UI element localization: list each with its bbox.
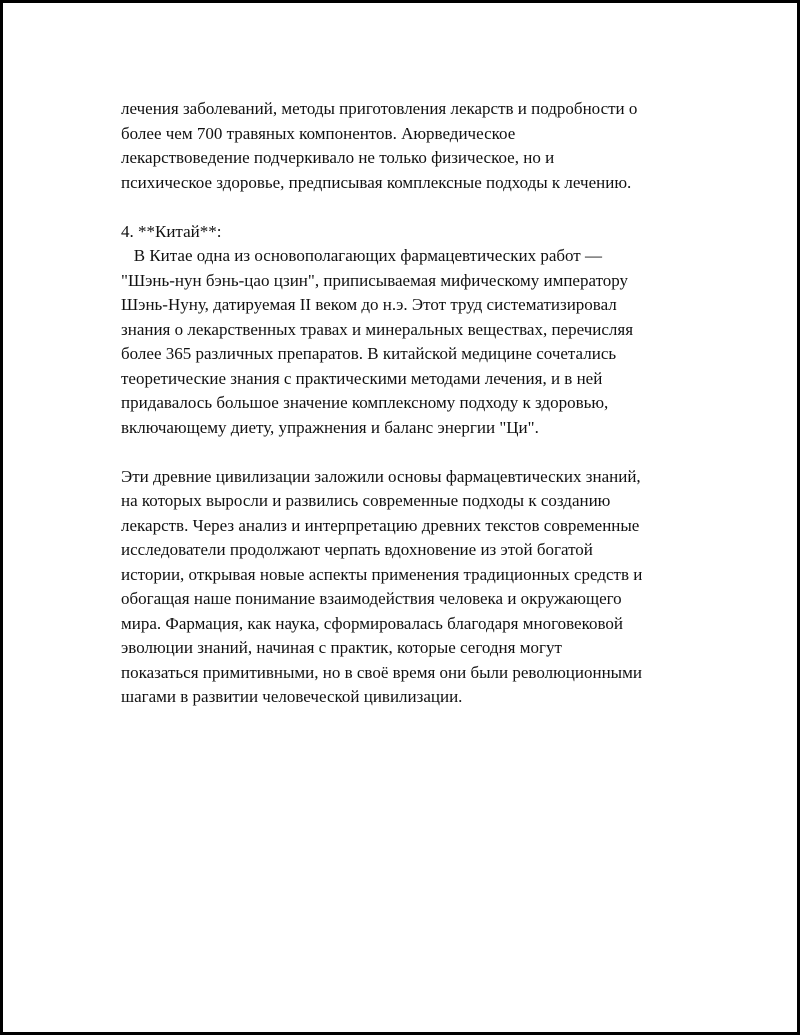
text-line: обогащая наше понимание взаимодействия человека и окружающего (121, 589, 622, 608)
text-line: показаться примитивными, но в своё время они были революционными (121, 662, 642, 682)
text-line: эволюции знаний, начиная с практик, которые сегодня могут (121, 638, 562, 657)
text-line: исследователи продолжают черпать вдохновение из этой богатой (121, 540, 593, 559)
text-line: теоретические знания с практическими методами лечения, и в ней (121, 368, 603, 388)
text-line: лечения заболеваний, методы приготовления лекарств и подробности о (121, 99, 638, 118)
text-line: придавалось большое значение комплексному подходу к здоровью, (121, 393, 609, 412)
text-line: лекарств. Через анализ и интерпретацию древних текстов современные (121, 515, 640, 535)
text-line: "Шэнь-нун бэнь-цао цзин", приписываемая мифическому императору (121, 270, 629, 290)
text-line: психическое здоровье, предписывая комплексные подходы к лечению. (121, 172, 632, 192)
conclusion-paragraph (121, 465, 701, 710)
paragraph-gap (121, 195, 701, 220)
text-line: на которых выросли и развились современные подходы к созданию (121, 491, 611, 510)
text-line: истории, открывая новые аспекты применения традиционных средств и (121, 564, 643, 584)
section-heading-china: 4. **Китай**: (121, 221, 222, 241)
intro-paragraph (121, 97, 701, 195)
text-line: Эти древние цивилизации заложили основы фармацевтических знаний, (121, 466, 641, 486)
text-line: лекарствоведение подчеркивало не только физическое, но и (121, 148, 555, 167)
text-line: более чем 700 травяных компонентов. Аюрведическое (121, 123, 516, 143)
text-line: включающему диету, упражнения и баланс энергии "Ци". (121, 417, 539, 437)
china-paragraph (121, 244, 701, 440)
text-line: более 365 различных препаратов. В китайской медицине сочетались (121, 344, 617, 363)
text-line: шагами в развитии человеческой цивилизации. (121, 687, 463, 706)
text-line: знания о лекарственных травах и минеральных веществах, перечисляя (121, 319, 634, 339)
text-line: Шэнь-Нуну, датируемая II веком до н.э. Этот труд систематизировал (121, 295, 617, 314)
document-body (121, 97, 701, 710)
text-line: В Китае одна из основополагающих фармацевтических работ — (121, 246, 602, 265)
text-line: мира. Фармация, как наука, сформировалась благодаря многовековой (121, 613, 624, 633)
paragraph-gap (121, 440, 701, 465)
